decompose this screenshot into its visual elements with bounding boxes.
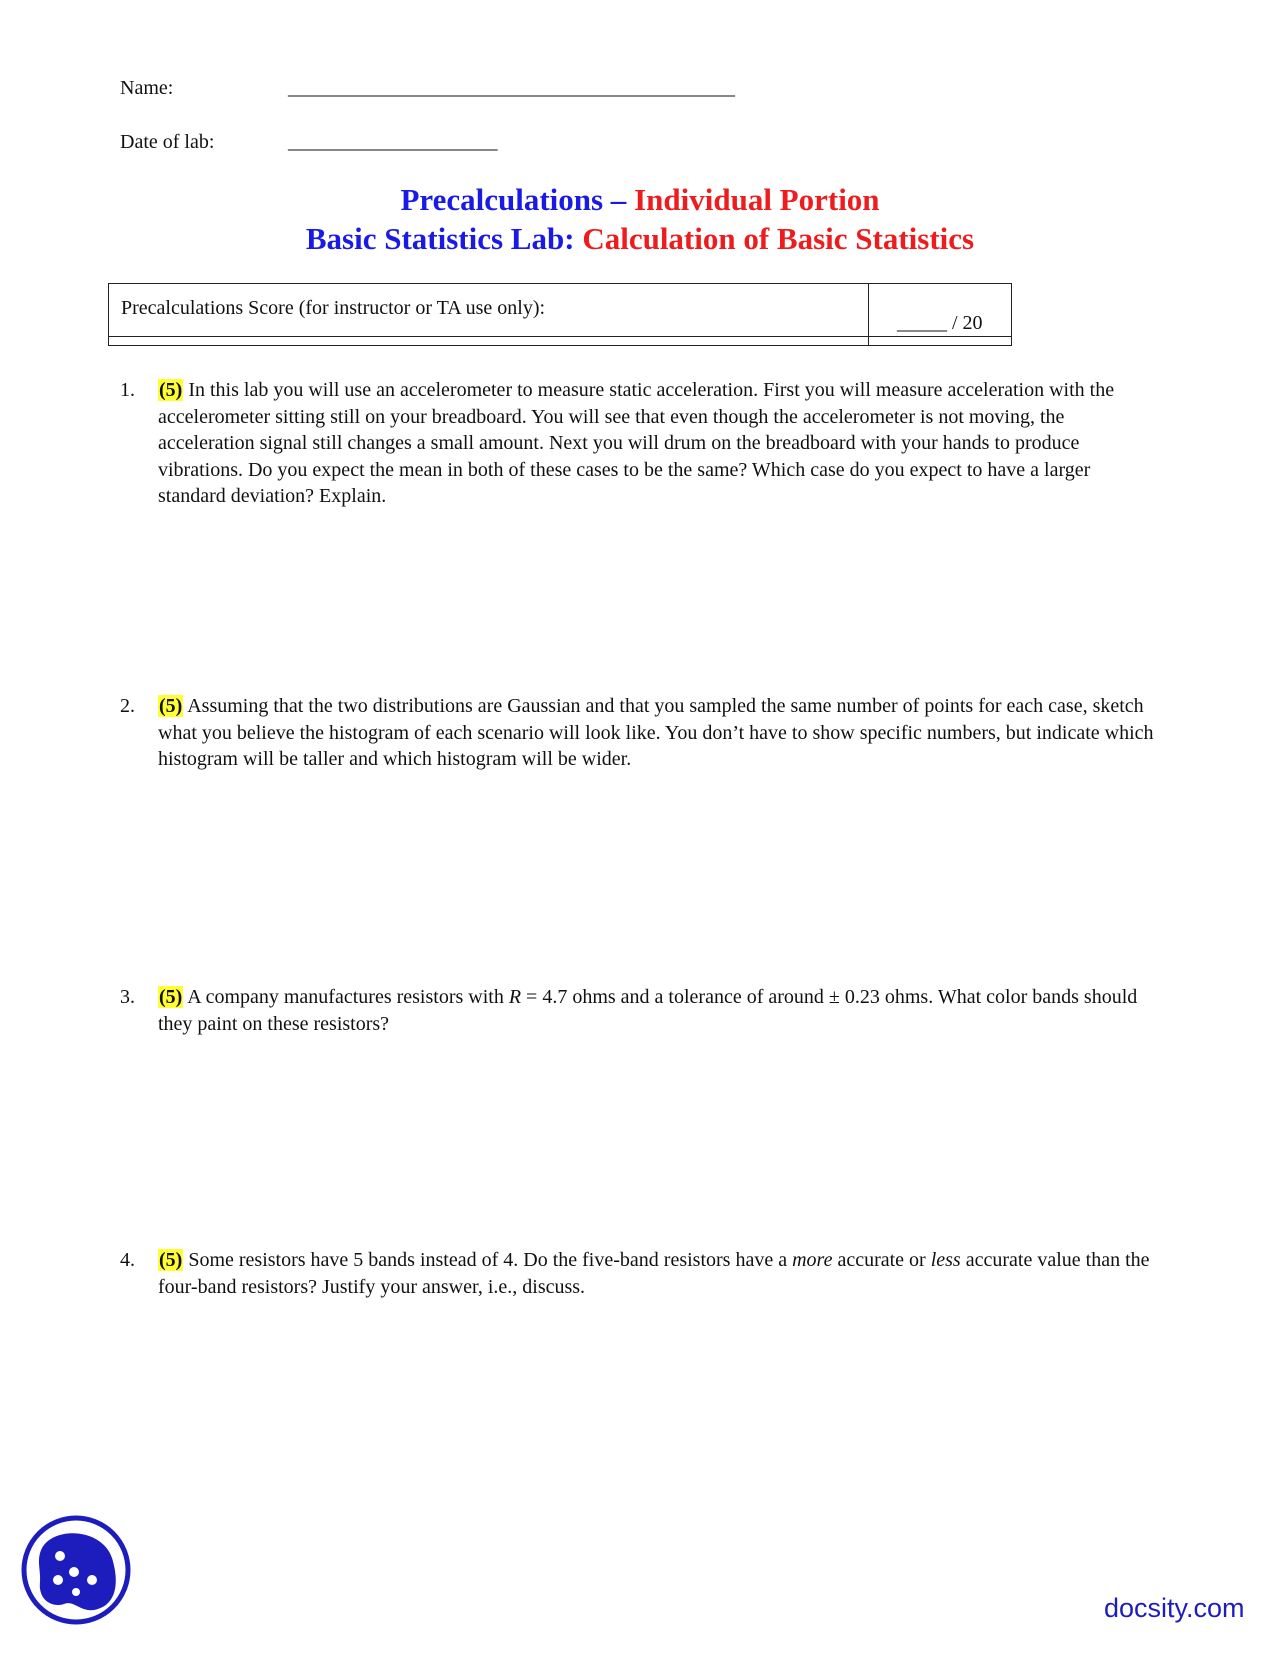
- variable-r: R: [508, 986, 522, 1008]
- question-3: [120, 984, 1160, 1037]
- points-badge: (5): [159, 695, 183, 717]
- title-part-red: Individual Portion: [634, 182, 880, 217]
- subtitle-part-red: Calculation of Basic Statistics: [582, 221, 975, 256]
- question-number: 1.: [120, 379, 135, 401]
- question-text: In this lab you will use an accelerometer to measure static acceleration. First you will measure acceleration with the accelerometer sitting still on your breadboard. You will see that even though the accelerometer is not moving, the acceleration signal still changes a small amount. Next you will drum on the breadboard with your hands to produce vibrations. Do you expect the mean in both of these cases to be the same? Which case do you expect to have a larger standard deviation? Explain.: [158, 379, 1115, 507]
- question-text: Assuming that the two distributions are Gaussian and that you sampled the same number of points for each case, sketch what you believe the histogram of each scenario will look like. You don’t have to show specific numbers, but indicate which histogram will be taller and which histogram will be wider.: [158, 695, 1154, 770]
- name-label: Name:: [120, 77, 174, 99]
- question-number: 3.: [120, 986, 135, 1008]
- docsity-brand-link[interactable]: docsity.com: [1104, 1593, 1245, 1623]
- question-body: [158, 1247, 1160, 1300]
- question-body: [158, 984, 1160, 1037]
- points-badge: (5): [159, 379, 183, 401]
- question-2: [120, 693, 1160, 773]
- points-badge: (5): [159, 1249, 183, 1271]
- docsity-logo-icon: [20, 1514, 132, 1626]
- page-title: [0, 181, 1280, 219]
- date-label: Date of lab:: [120, 131, 215, 153]
- score-label: Precalculations Score (for instructor or TA use only):: [121, 297, 546, 319]
- question-text: A company manufactures resistors with: [183, 986, 509, 1008]
- emphasis-more: more: [792, 1249, 833, 1271]
- title-part-blue: Precalculations –: [400, 182, 635, 217]
- question-text-end: accurate value than the four-band resistors? Justify your answer, i.e., discuss.: [158, 1249, 1150, 1298]
- name-blank-line: _______________________________________________: [288, 77, 735, 99]
- page-subtitle: [0, 220, 1280, 258]
- question-number: 4.: [120, 1249, 135, 1271]
- question-body: [158, 377, 1160, 510]
- question-text-cont: accurate or: [832, 1249, 931, 1271]
- subtitle-part-blue: Basic Statistics Lab:: [305, 221, 583, 256]
- question-1: [120, 377, 1160, 510]
- score-table-column-divider: [868, 284, 869, 345]
- emphasis-less: less: [930, 1249, 961, 1271]
- question-body: [158, 693, 1160, 773]
- score-table-divider: [109, 336, 1011, 337]
- question-text-cont: = 4.7 ohms and a tolerance of around ± 0.23 ohms. What color bands should they paint on these resistors?: [158, 986, 1138, 1035]
- score-value: _____ / 20: [897, 312, 983, 334]
- points-badge: (5): [159, 986, 183, 1008]
- question-number: 2.: [120, 695, 135, 717]
- score-table: [108, 283, 1012, 346]
- question-text: Some resistors have 5 bands instead of 4. Do the five-band resistors have a: [183, 1249, 793, 1271]
- question-4: [120, 1247, 1160, 1300]
- date-blank-line: ______________________: [288, 131, 497, 153]
